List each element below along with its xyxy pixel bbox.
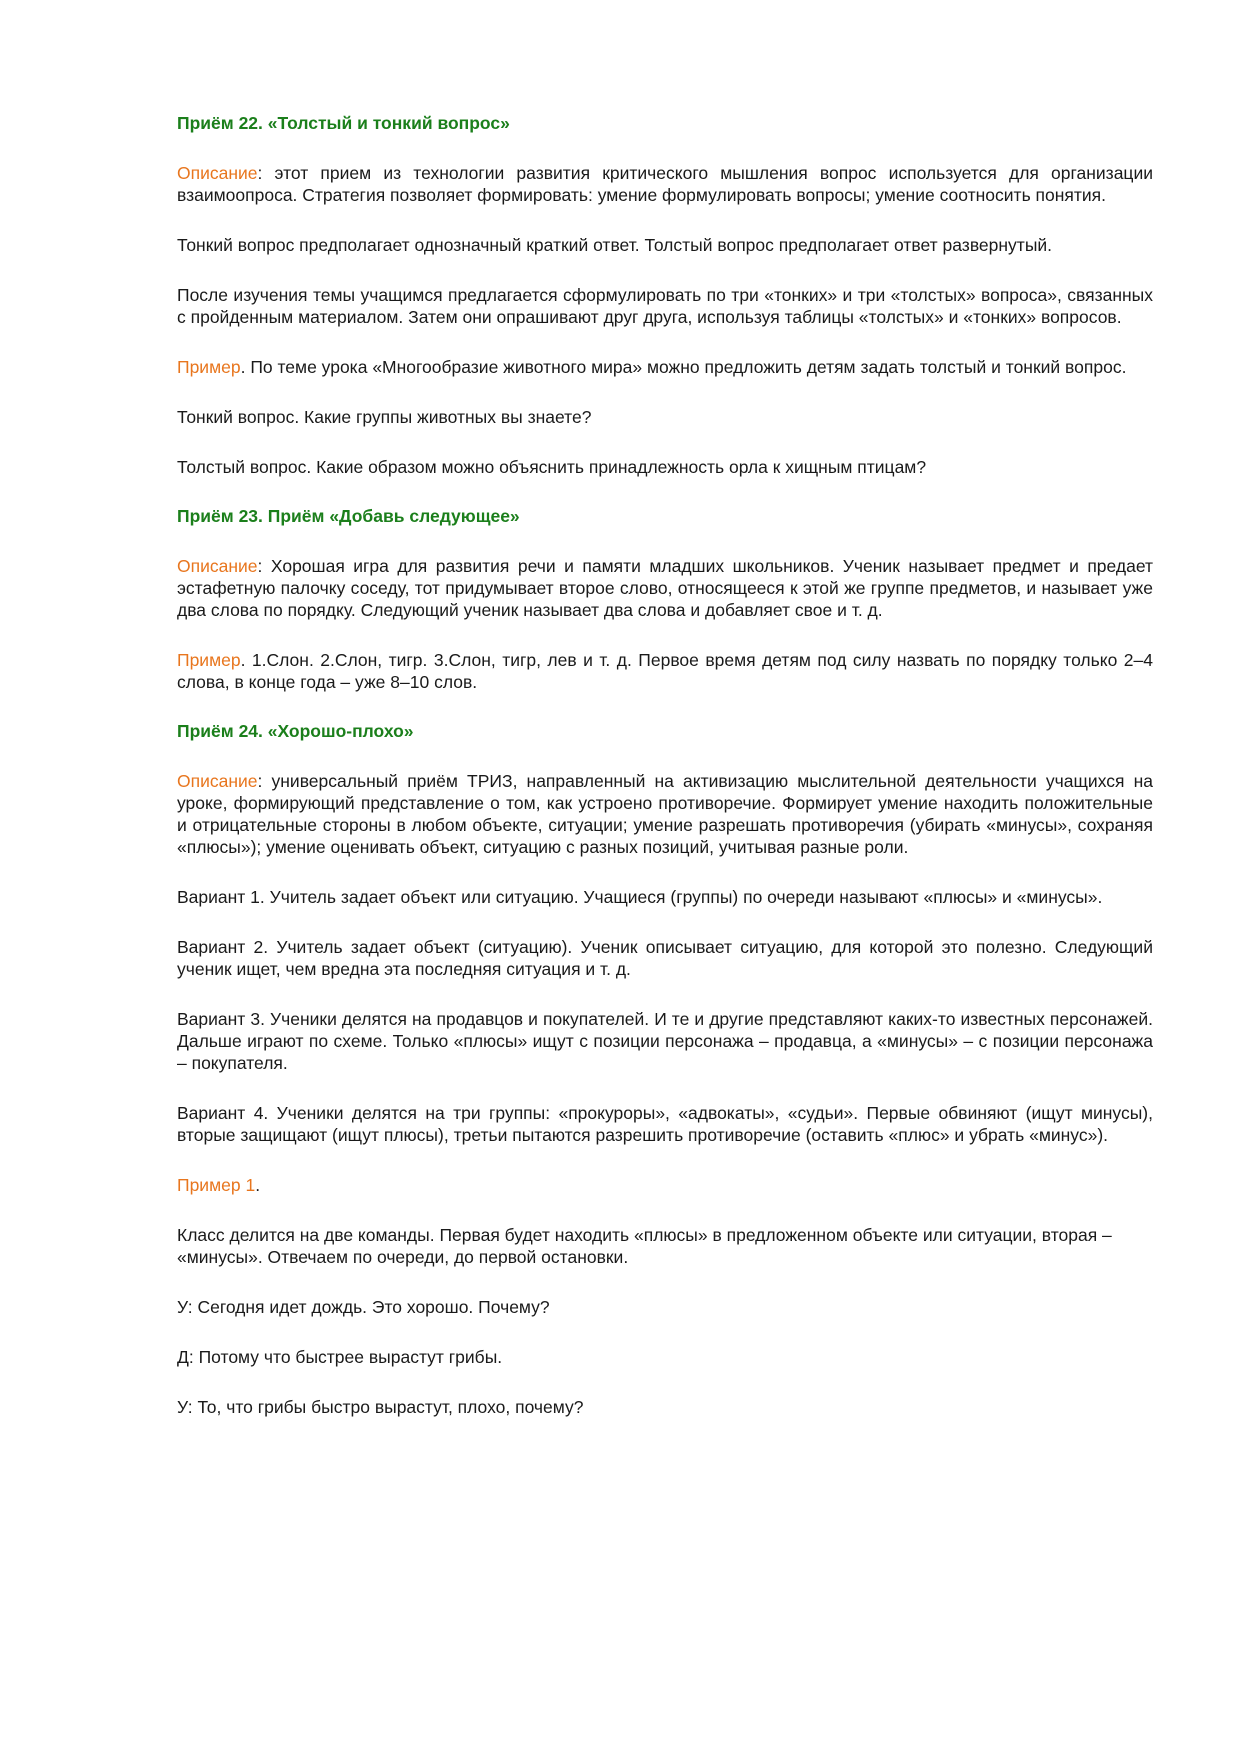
example-text: . По теме урока «Многообразие животного мира» можно предложить детям задать толстый и тонкий вопрос. (240, 357, 1127, 377)
paragraph: Толстый вопрос. Какие образом можно объяснить принадлежность орла к хищным птицам? (177, 457, 927, 477)
description-label: Описание (177, 556, 258, 576)
example-label: Пример 1 (177, 1175, 256, 1195)
description-label: Описание (177, 771, 258, 791)
description-paragraph-24 (177, 770, 1153, 858)
variant-paragraph-2: Вариант 2. Учитель задает объект (ситуацию). Ученик описывает ситуацию, для которой это полезно. Следующий ученик ищет, чем вредна эта последняя ситуация и т. д. (177, 937, 1153, 979)
example-paragraph-22 (177, 356, 1153, 378)
example-paragraph-24 (177, 1174, 1153, 1196)
dialogue-line: Д: Потому что быстрее вырастут грибы. (177, 1347, 503, 1367)
section-heading-22: Приём 22. «Толстый и тонкий вопрос» (177, 113, 510, 133)
description-label: Описание (177, 163, 258, 183)
variant-paragraph-3: Вариант 3. Ученики делятся на продавцов и покупателей. И те и другие представляют каких-то известных персонажей. Дальше играют по схеме. Только «плюсы» ищут с позиции персонажа – продавца, а «минусы» – с позиции персонажа – покупателя. (177, 1009, 1153, 1073)
description-text: : универсальный приём ТРИЗ, направленный на активизацию мыслительной деятельности учащихся на уроке, формирующий представление о том, как устроено противоречие. Формирует умение находить положительные и отрицательные стороны в любом объекте, ситуации; умение разрешать противоречия (убирать «минусы», сохраняя «плюсы»); умение оценивать объект, ситуацию с разных позиций, учитывая разные роли. (177, 771, 1153, 857)
section-heading-24: Приём 24. «Хорошо-плохо» (177, 721, 414, 741)
description-paragraph-22 (177, 162, 1153, 206)
description-text: : этот прием из технологии развития критического мышления вопрос используется для организации взаимоопроса. Стратегия позволяет формировать: умение формулировать вопросы; умение соотносить понятия. (177, 163, 1153, 205)
description-text: : Хорошая игра для развития речи и памяти младших школьников. Ученик называет предмет и предает эстафетную палочку соседу, тот придумывает второе слово, относящееся к этой же группе предметов, и называет уже два слова по порядку. Следующий ученик называет два слова и добавляет свое и т. д. (177, 556, 1153, 620)
section-heading-23: Приём 23. Приём «Добавь следующее» (177, 506, 520, 526)
dialogue-line: У: То, что грибы быстро вырастут, плохо, почему? (177, 1397, 584, 1417)
paragraph: Класс делится на две команды. Первая будет находить «плюсы» в предложенном объекте или ситуации, вторая – «минусы». Отвечаем по очереди, до первой остановки. (177, 1225, 1112, 1267)
paragraph: Тонкий вопрос предполагает однозначный краткий ответ. Толстый вопрос предполагает ответ развернутый. (177, 235, 1053, 255)
example-label: Пример (177, 357, 241, 377)
paragraph: После изучения темы учащимся предлагается сформулировать по три «тонких» и три «толстых» вопроса», связанных с пройденным материалом. Затем они опрашивают друг друга, используя таблицы «толстых» и «тонких» вопросов. (177, 285, 1153, 327)
paragraph: Тонкий вопрос. Какие группы животных вы знаете? (177, 407, 592, 427)
example-text: . (255, 1175, 261, 1195)
dialogue-line: У: Сегодня идет дождь. Это хорошо. Почему? (177, 1297, 550, 1317)
example-label: Пример (177, 650, 241, 670)
variant-paragraph-4: Вариант 4. Ученики делятся на три группы: «прокуроры», «адвокаты», «судьи». Первые обвиняют (ищут минусы), вторые защищают (ищут плюсы), третьи пытаются разрешить противоречие (оставить «плюс» и убрать «минус»). (177, 1103, 1153, 1145)
document-page (177, 112, 1153, 1418)
description-paragraph-23 (177, 555, 1153, 621)
variant-paragraph-1: Вариант 1. Учитель задает объект или ситуацию. Учащиеся (группы) по очереди называют «плюсы» и «минусы». (177, 887, 1103, 907)
example-text: . 1.Слон. 2.Слон, тигр. 3.Слон, тигр, лев и т. д. Первое время детям под силу назвать по порядку только 2–4 слова, в конце года – уже 8–10 слов. (177, 650, 1153, 692)
example-paragraph-23 (177, 649, 1153, 693)
